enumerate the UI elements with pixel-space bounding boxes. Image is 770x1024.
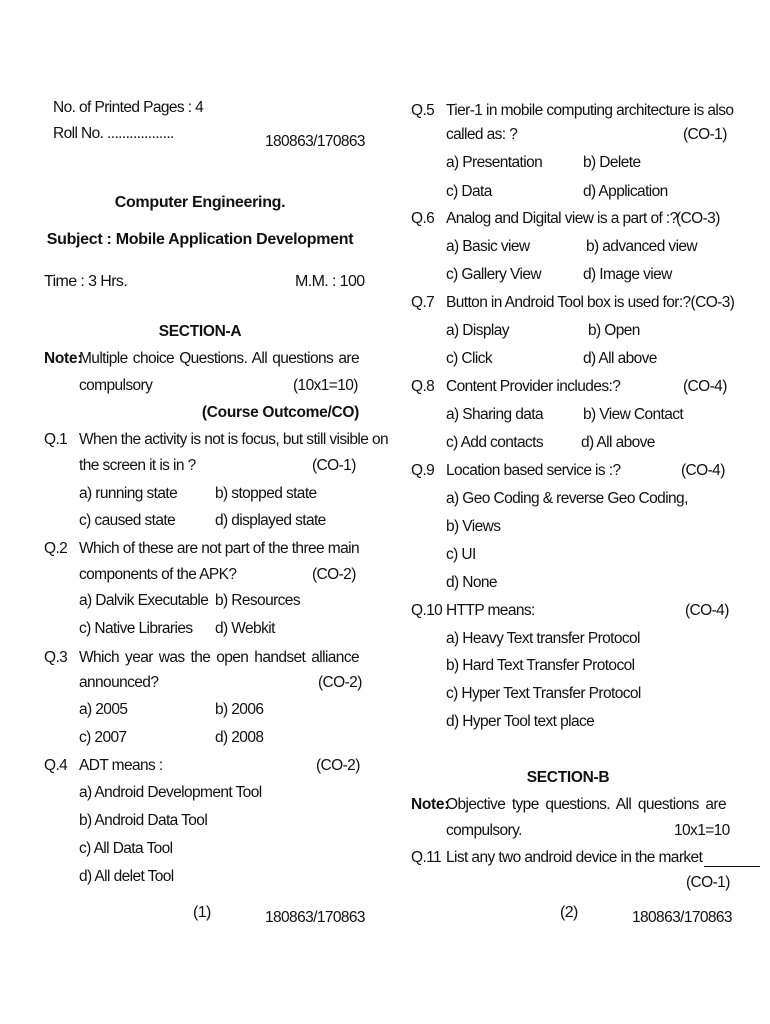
page-number-2: (2)	[560, 904, 578, 921]
section-b-note-line1: Objective type questions. All questions are	[446, 796, 726, 813]
option-a: a) Dalvik Executable	[79, 592, 209, 609]
option-a: a) Sharing data	[446, 406, 543, 423]
question-number: Q.3	[44, 649, 68, 666]
option-d: d) All above	[583, 350, 657, 367]
section-b-note-label: Note:	[411, 796, 450, 813]
question-number: Q.10	[411, 602, 443, 619]
department-title: Computer Engineering.	[114, 194, 286, 211]
course-outcome-tag: (CO-1)	[686, 874, 730, 891]
question-text: Tier-1 in mobile computing architecture is also	[446, 102, 734, 119]
question-number: Q.7	[411, 294, 435, 311]
option-c: c) Gallery View	[446, 266, 541, 283]
question-number: Q.5	[411, 102, 435, 119]
question-text: called as: ?	[446, 126, 518, 143]
answer-blank	[704, 852, 760, 867]
max-marks: M.M. : 100	[295, 273, 365, 290]
option-a: a) Geo Coding & reverse Geo Coding,	[446, 490, 688, 507]
section-b-note-line2: compulsory.	[446, 822, 522, 839]
option-b: b) Views	[446, 518, 501, 535]
course-outcome-tag: (CO-4)	[685, 602, 729, 619]
option-a: a) 2005	[79, 701, 128, 718]
option-b: b) 2006	[215, 701, 264, 718]
paper-code: 180863/170863	[265, 133, 365, 150]
option-d: d) Image view	[583, 266, 672, 283]
option-d: d) All delet Tool	[79, 868, 174, 885]
option-a: a) Presentation	[446, 154, 543, 171]
question-number: Q.9	[411, 462, 435, 479]
section-b-heading: SECTION-B	[526, 769, 610, 786]
course-outcome-label: (Course Outcome/CO)	[201, 404, 359, 421]
page-number-1: (1)	[193, 904, 211, 921]
roll-no: Roll No. ..................	[53, 125, 174, 142]
option-a: a) Android Development Tool	[79, 784, 262, 801]
option-b: b) Resources	[215, 592, 300, 609]
question-number: Q.4	[44, 757, 68, 774]
exam-time: Time : 3 Hrs.	[44, 273, 128, 290]
course-outcome-tag: (CO-2)	[318, 674, 362, 691]
option-c: c) Add contacts	[446, 434, 543, 451]
question-text: When the activity is not is focus, but still visible on	[79, 431, 389, 448]
option-a: a) Heavy Text transfer Protocol	[446, 630, 640, 647]
footer-code-1: 180863/170863	[265, 909, 365, 926]
section-b-note-marks: 10x1=10	[674, 822, 730, 839]
question-number: Q.1	[44, 431, 68, 448]
question-text: HTTP means:	[446, 602, 535, 619]
question-text: ADT means :	[79, 757, 163, 774]
option-c: c) UI	[446, 546, 476, 563]
question-text: Button in Android Tool box is used for:?(CO-3)	[446, 294, 735, 311]
question-text: Which of these are not part of the three main	[79, 540, 359, 557]
course-outcome-tag: (CO-2)	[316, 757, 360, 774]
option-d: d) Hyper Tool text place	[446, 713, 595, 730]
subject-title: Subject : Mobile Application Development	[46, 231, 354, 248]
option-c: c) Data	[446, 183, 492, 200]
option-b: b) Delete	[583, 154, 641, 171]
footer-code-2: 180863/170863	[632, 909, 732, 926]
course-outcome-tag: (CO-1)	[312, 457, 356, 474]
option-b: b) View Contact	[583, 406, 684, 423]
option-b: b) advanced view	[586, 238, 698, 255]
section-a-note-line2: compulsory	[79, 377, 153, 394]
question-text: components of the APK?	[79, 566, 237, 583]
question-text: Content Provider includes:?	[446, 378, 621, 395]
option-d: d) None	[446, 574, 497, 591]
question-text: Which year was the open handset alliance	[79, 649, 359, 666]
course-outcome-tag: (CO-1)	[683, 126, 727, 143]
section-a-note-line1: Multiple choice Questions. All questions are	[79, 350, 359, 367]
q11-text: List any two android device in the market	[446, 849, 703, 866]
option-a: a) running state	[79, 485, 178, 502]
question-text: Location based service is :?	[446, 462, 621, 479]
course-outcome-tag: (CO-2)	[312, 566, 356, 583]
question-number: Q.8	[411, 378, 435, 395]
option-d: d) displayed state	[215, 512, 326, 529]
section-a-note-marks: (10x1=10)	[293, 377, 358, 394]
option-b: b) Open	[588, 322, 640, 339]
option-b: b) Android Data Tool	[79, 812, 208, 829]
question-number: Q.2	[44, 540, 68, 557]
option-c: c) All Data Tool	[79, 840, 173, 857]
question-text: Analog and Digital view is a part of :?	[446, 210, 678, 227]
option-b: b) Hard Text Transfer Protocol	[446, 657, 635, 674]
option-a: a) Display	[446, 322, 509, 339]
question-number: Q.6	[411, 210, 435, 227]
option-c: c) caused state	[79, 512, 176, 529]
course-outcome-tag: (CO-4)	[683, 378, 727, 395]
question-number: Q.11	[411, 849, 442, 866]
option-b: b) stopped state	[215, 485, 317, 502]
section-a-heading: SECTION-A	[158, 323, 242, 340]
option-d: d) Webkit	[215, 620, 275, 637]
question-text: the screen it is in ?	[79, 457, 196, 474]
printed-pages: No. of Printed Pages : 4	[53, 99, 204, 116]
option-c: c) Native Libraries	[79, 620, 193, 637]
section-a-note-label: Note:	[44, 350, 83, 367]
option-c: c) 2007	[79, 729, 127, 746]
course-outcome-tag: (CO-4)	[681, 462, 725, 479]
option-d: d) All above	[581, 434, 655, 451]
option-c: c) Hyper Text Transfer Protocol	[446, 685, 641, 702]
option-d: d) Application	[583, 183, 668, 200]
question-text	[446, 849, 760, 867]
option-a: a) Basic view	[446, 238, 530, 255]
question-text: announced?	[79, 674, 159, 691]
course-outcome-tag: (CO-3)	[676, 210, 720, 227]
option-c: c) Click	[446, 350, 492, 367]
option-d: d) 2008	[215, 729, 264, 746]
